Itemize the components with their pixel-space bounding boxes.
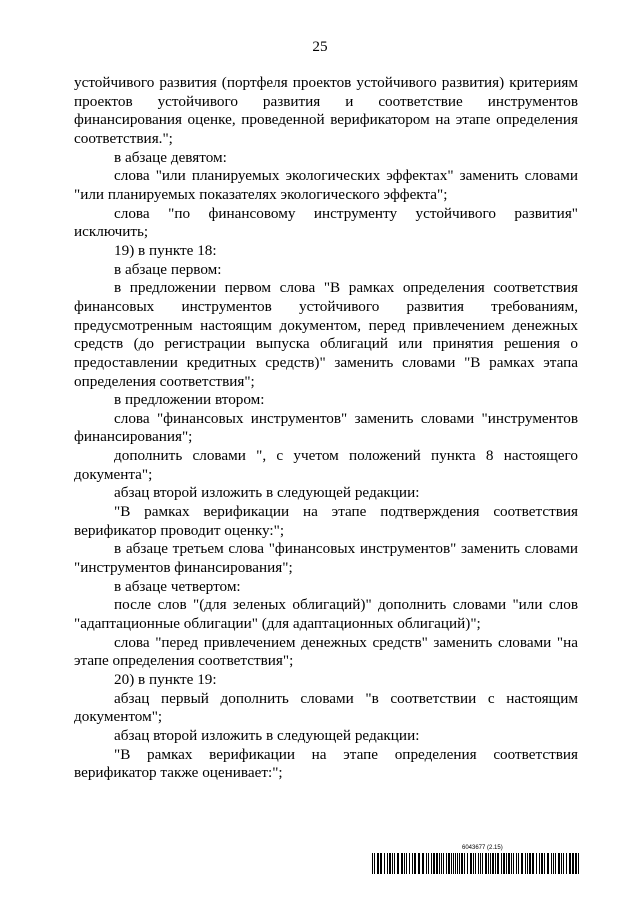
page-number: 25 xyxy=(312,38,328,55)
paragraph: в абзаце четвертом: xyxy=(114,577,241,595)
paragraph: в предложении втором: xyxy=(114,391,265,409)
paragraph: слова "финансовых инструментов" заменить словами "инструментов финансирования"; xyxy=(74,409,578,446)
paragraph: 20) в пункте 19: xyxy=(114,671,217,688)
paragraph: абзац второй изложить в следующей редакции: xyxy=(114,726,420,744)
document-body xyxy=(74,74,578,783)
paragraph: 19) в пункте 18: xyxy=(114,241,217,259)
paragraph: слова "по финансовому инструменту устойчивого развития" исключить; xyxy=(74,204,578,241)
paragraph: "В рамках верификации на этапе подтверждения соответствия верификатор проводит оценку:"; xyxy=(74,503,578,539)
paragraph: устойчивого развития (портфеля проектов устойчивого развития) критериям проектов устойчивого развития и соответствие инструментов финансирования оценке, проведенной верификатором на этапе определения соответствия."; xyxy=(74,74,578,147)
paragraph: абзац второй изложить в следующей редакции: xyxy=(114,484,420,502)
paragraph: в абзаце третьем слова "финансовых инструментов" заменить словами "инструментов финансирования"; xyxy=(74,540,578,577)
document-code: 6043677 (2.15) xyxy=(462,845,503,851)
barcode-icon xyxy=(372,853,581,874)
paragraph: в абзаце первом: xyxy=(114,260,222,278)
paragraph: в абзаце девятом: xyxy=(114,148,227,166)
paragraph: дополнить словами ", с учетом положений пункта 8 настоящего документа"; xyxy=(74,447,578,483)
paragraph: слова "или планируемых экологических эффектах" заменить словами "или планируемых показателях экологического эффекта"; xyxy=(74,167,578,203)
paragraph: "В рамках верификации на этапе определения соответствия верификатор также оценивает:"; xyxy=(74,745,578,782)
paragraph: после слов "(для зеленых облигаций)" дополнить словами "или слов "адаптационные облигации" (для адаптационных облигаций)"; xyxy=(74,596,578,633)
paragraph: слова "перед привлечением денежных средств" заменить словами "на этапе определения соответствия"; xyxy=(74,633,578,670)
paragraph: в предложении первом слова "В рамках определения соответствия финансовых инструментов устойчивого развития требованиям, предусмотренным настоящим документом, перед привлечением денежных средств (до регистрации выпуска облигаций или принятия решения о предоставлении кредитных средств)" заменить словами "В рамках этапа определения соответствия"; xyxy=(74,279,578,390)
paragraph: абзац первый дополнить словами "в соответствии с настоящим документом"; xyxy=(74,689,578,726)
